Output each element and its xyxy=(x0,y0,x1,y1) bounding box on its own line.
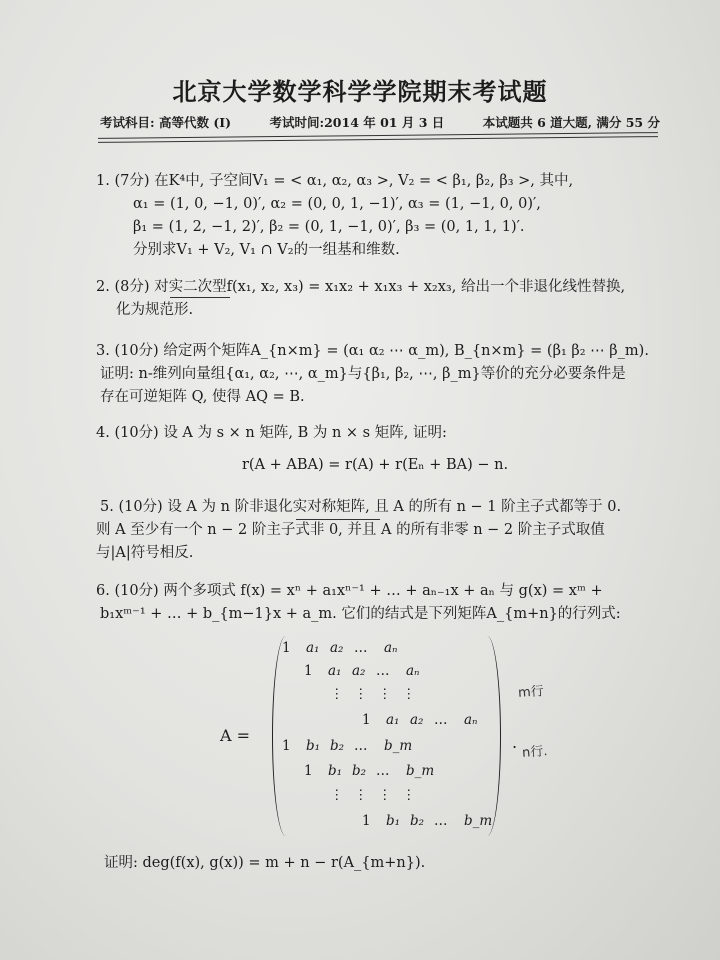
matrix-period: . xyxy=(512,733,518,752)
matrix-entry: a₂ xyxy=(330,640,344,656)
q3-line2: 证明: n-维列向量组{α₁, α₂, ⋯, α_m}与{β₁, β₂, ⋯, β_m}等价的充分必要条件是 xyxy=(100,366,626,382)
matrix-entry: 1 xyxy=(362,712,371,728)
question-2 xyxy=(96,276,625,322)
matrix-entry: aₙ xyxy=(406,663,420,679)
handwritten-m-rows-note: m行 xyxy=(517,684,545,701)
exam-subject: 考试科目: 高等代数 (I) xyxy=(100,115,231,130)
matrix-entry: a₁ xyxy=(386,712,400,728)
matrix-entry: b_m xyxy=(384,738,413,754)
matrix-entry: a₂ xyxy=(410,712,424,728)
q2-line2: 化为规范形. xyxy=(116,302,194,318)
matrix-entry: ⋮ xyxy=(330,787,344,803)
matrix-entry: ⋮ xyxy=(354,686,368,702)
matrix-entry: b₂ xyxy=(410,813,425,829)
q3-line3: 存在可逆矩阵 Q, 使得 AQ = B. xyxy=(100,389,305,405)
matrix-entry: 1 xyxy=(282,738,291,754)
matrix-entry: ⋮ xyxy=(330,686,344,702)
matrix-entry: b₂ xyxy=(352,763,367,779)
matrix-entry: 1 xyxy=(304,663,313,679)
matrix-entry: … xyxy=(376,763,390,779)
q1-line2: α₁ = (1, 0, −1, 0)′, α₂ = (0, 0, 1, −1)′, α₃ = (1, −1, 0, 0)′, xyxy=(133,196,541,212)
question-4 xyxy=(96,422,447,445)
q5-line3: 与|A|符号相反. xyxy=(96,545,194,561)
q6-proof: 证明: deg(f(x), g(x)) = m + n − r(A_{m+n}). xyxy=(104,855,426,871)
exam-time: 考试时间:2014 年 01 月 3 日 xyxy=(269,115,445,130)
matrix-entry: … xyxy=(434,712,448,728)
exam-title: 北京大学数学科学学院期末考试题 xyxy=(172,78,548,106)
matrix-entry: … xyxy=(354,738,368,754)
q2-handwritten-underline xyxy=(170,297,230,298)
q1-line1: 1. (7分) 在K⁴中, 子空间V₁ = < α₁, α₂, α₃ >, V₂ = < β₁, β₂, β₃ >, 其中, xyxy=(96,173,574,189)
matrix-entry: … xyxy=(376,663,390,679)
matrix-right-bracket xyxy=(478,636,501,836)
handwritten-n-rows-note: n行. xyxy=(521,744,549,761)
matrix-entry: aₙ xyxy=(464,712,478,728)
matrix-entry: 1 xyxy=(282,640,291,656)
q5-line1: 5. (10分) 设 A 为 n 阶非退化实对称矩阵, 且 A 的所有 n − 1 阶主子式都等于 0. xyxy=(100,499,622,515)
matrix-entry: ⋮ xyxy=(378,787,392,803)
matrix-entry: b_m xyxy=(464,813,493,829)
matrix-entry: b_m xyxy=(406,763,435,779)
matrix-entry: b₁ xyxy=(306,738,321,754)
matrix-left-bracket xyxy=(272,636,295,836)
matrix-entry: a₁ xyxy=(306,640,320,656)
q5-line2: 则 A 至少有一个 n − 2 阶主子式非 0, 并且 A 的所有非零 n − 2 阶主子式取值 xyxy=(96,522,605,538)
q4-line1: 4. (10分) 设 A 为 s × n 矩阵, B 为 n × s 矩阵, 证明: xyxy=(96,425,447,441)
matrix-entry: 1 xyxy=(362,813,371,829)
exam-summary: 本试题共 6 道大题, 满分 55 分 xyxy=(482,115,660,130)
matrix-entry: b₁ xyxy=(328,763,343,779)
matrix-entry: b₁ xyxy=(386,813,401,829)
q5-handwritten-underline xyxy=(296,519,380,520)
q3-line1: 3. (10分) 给定两个矩阵A_{n×m} = (α₁ α₂ ⋯ α_m), B_{n×m} = (β₁ β₂ ⋯ β_m). xyxy=(96,343,649,359)
matrix-entry: a₁ xyxy=(328,663,342,679)
matrix-label: A = xyxy=(220,726,251,745)
matrix-entry: b₂ xyxy=(330,738,345,754)
matrix-entry: ⋮ xyxy=(402,686,416,702)
matrix-entry: ⋮ xyxy=(402,787,416,803)
matrix-entry: … xyxy=(434,813,448,829)
q1-line3: β₁ = (1, 2, −1, 2)′, β₂ = (0, 1, −1, 0)′, β₃ = (0, 1, 1, 1)′. xyxy=(133,219,525,235)
q6-line1: 6. (10分) 两个多项式 f(x) = xⁿ + a₁xⁿ⁻¹ + … + aₙ₋₁x + aₙ 与 g(x) = xᵐ + xyxy=(96,583,603,599)
exam-info-line xyxy=(100,113,660,131)
q4-equation: r(A + ABA) = r(A) + r(Eₙ + BA) − n. xyxy=(242,457,509,473)
question-3 xyxy=(96,340,649,409)
matrix-entry: 1 xyxy=(304,763,313,779)
matrix-entry: ⋮ xyxy=(354,787,368,803)
matrix-entry: ⋮ xyxy=(378,686,392,702)
question-6 xyxy=(96,580,621,626)
q1-line4: 分别求V₁ + V₂, V₁ ∩ V₂的一组基和维数. xyxy=(133,242,400,258)
q2-line1: 2. (8分) 对实二次型f(x₁, x₂, x₃) = x₁x₂ + x₁x₃ + x₂x₃, 给出一个非退化线性替换, xyxy=(96,279,626,295)
question-1 xyxy=(96,170,573,262)
matrix-entry: a₂ xyxy=(352,663,366,679)
matrix-entry: aₙ xyxy=(384,640,398,656)
q6-line2: b₁xᵐ⁻¹ + … + b_{m−1}x + a_m. 它们的结式是下列矩阵A_{m+n}的行列式: xyxy=(100,606,621,622)
question-5 xyxy=(96,496,621,565)
matrix-entry: … xyxy=(354,640,368,656)
